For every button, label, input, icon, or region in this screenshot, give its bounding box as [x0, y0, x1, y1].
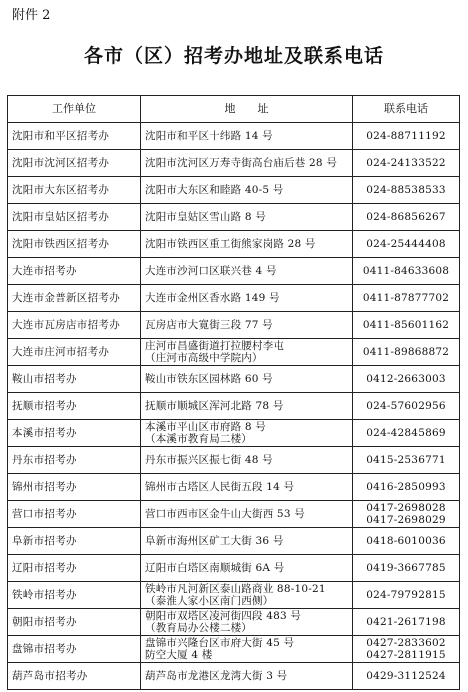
phone-cell [353, 339, 460, 366]
address-line: 沈阳市沈河区万寿寺街高台庙后巷 28 号 [145, 157, 338, 169]
table-row [8, 123, 460, 150]
phone-number: 024-25444408 [366, 238, 446, 250]
address-cell [141, 123, 353, 150]
address-line: 丹东市振兴区振七街 48 号 [145, 454, 273, 466]
phone-number: 024-79792815 [366, 589, 446, 601]
phone-cell [353, 663, 460, 690]
unit-cell: 盘锦市招考办 [8, 636, 141, 663]
address-cell [141, 528, 353, 555]
address-cell [141, 231, 353, 258]
address-line: （本溪市教育局二楼） [145, 433, 252, 445]
unit-cell: 鞍山市招考办 [8, 366, 141, 393]
address-cell [141, 339, 353, 366]
unit-cell: 大连市瓦房店市招考办 [8, 312, 141, 339]
table-row [8, 312, 460, 339]
phone-number: 024-57602956 [366, 400, 446, 412]
unit-cell: 阜新市招考办 [8, 528, 141, 555]
table-row [8, 366, 460, 393]
header-address: 地 址 [141, 96, 353, 123]
phone-cell [353, 393, 460, 420]
address-cell [141, 204, 353, 231]
address-cell [141, 366, 353, 393]
phone-cell [353, 366, 460, 393]
unit-cell: 沈阳市和平区招考办 [8, 123, 141, 150]
phone-cell [353, 528, 460, 555]
address-line: 庄河市昌盛街道打拉腰村李屯 [145, 340, 285, 352]
phone-number: 024-88538533 [366, 184, 446, 196]
phone-cell [353, 420, 460, 447]
phone-cell [353, 231, 460, 258]
header-unit: 工作单位 [8, 96, 141, 123]
phone-number: 0412-2663003 [366, 373, 446, 385]
address-cell [141, 555, 353, 582]
unit-cell: 锦州市招考办 [8, 474, 141, 501]
header-phone: 联系电话 [353, 96, 460, 123]
address-line: 抚顺市顺城区浑河北路 78 号 [145, 400, 284, 412]
phone-cell [353, 555, 460, 582]
table-header-row [8, 96, 460, 123]
unit-cell: 大连市招考办 [8, 258, 141, 285]
phone-number: 0411-89868872 [362, 346, 450, 358]
unit-cell: 本溪市招考办 [8, 420, 141, 447]
unit-cell: 丹东市招考办 [8, 447, 141, 474]
table-row [8, 393, 460, 420]
phone-number: 0421-2617198 [366, 616, 446, 628]
address-line: 本溪市平山区市府路 8 号 [145, 421, 266, 433]
table-row [8, 609, 460, 636]
table-row [8, 177, 460, 204]
phone-number: 0429-3112524 [366, 670, 446, 682]
address-line: （教育局办公楼二楼） [145, 622, 252, 634]
address-line: 沈阳市铁西区重工街熊家岗路 28 号 [145, 238, 316, 250]
address-cell [141, 582, 353, 609]
phone-number: 0427-2833602 [366, 637, 446, 649]
unit-cell: 营口市招考办 [8, 501, 141, 528]
address-line: 沈阳市和平区十纬路 14 号 [145, 130, 273, 142]
address-cell [141, 393, 353, 420]
address-line: 瓦房店市大寛街三段 77 号 [145, 319, 273, 331]
address-line: 葫芦岛市龙港区龙湾大街 3 号 [145, 670, 288, 682]
phone-number: 0417-2698029 [366, 514, 446, 526]
attachment-label: 附件 2 [12, 8, 51, 23]
address-cell [141, 258, 353, 285]
phone-cell [353, 447, 460, 474]
address-cell [141, 285, 353, 312]
unit-cell: 朝阳市招考办 [8, 609, 141, 636]
table-row [8, 474, 460, 501]
address-cell [141, 474, 353, 501]
contacts-table [7, 95, 460, 690]
table-row [8, 231, 460, 258]
address-line: 防空大厦 4 楼 [145, 649, 213, 661]
phone-cell [353, 582, 460, 609]
table-body [8, 123, 460, 690]
unit-cell: 抚顺市招考办 [8, 393, 141, 420]
phone-number: 0417-2698028 [366, 502, 446, 514]
address-line: 沈阳市皇姑区雪山路 8 号 [145, 211, 266, 223]
address-cell [141, 609, 353, 636]
unit-cell: 沈阳市沈河区招考办 [8, 150, 141, 177]
address-line: 铁岭市凡河新区泰山路商业 88-10-21 [145, 583, 326, 595]
unit-cell: 大连市庄河市招考办 [8, 339, 141, 366]
address-line: 朝阳市双塔区凌河街四段 483 号 [145, 610, 302, 622]
unit-cell: 辽阳市招考办 [8, 555, 141, 582]
page-title: 各市（区）招考办地址及联系电话 [83, 45, 384, 67]
table-row [8, 501, 460, 528]
phone-cell [353, 204, 460, 231]
address-line: 辽阳市白塔区南顺城街 6A 号 [145, 562, 285, 574]
phone-number: 0419-3667785 [366, 562, 446, 574]
unit-cell: 大连市金普新区招考办 [8, 285, 141, 312]
table-row [8, 555, 460, 582]
phone-number: 024-86856267 [366, 211, 446, 223]
phone-number: 0416-2850993 [366, 481, 446, 493]
table-row [8, 528, 460, 555]
address-cell [141, 636, 353, 663]
phone-number: 024-88711192 [366, 130, 446, 142]
phone-cell [353, 312, 460, 339]
table-row [8, 636, 460, 663]
table-row [8, 150, 460, 177]
phone-number: 024-42845869 [366, 427, 446, 439]
phone-number: 0415-2536771 [366, 454, 446, 466]
phone-cell [353, 123, 460, 150]
table-row [8, 258, 460, 285]
address-cell [141, 177, 353, 204]
table-row [8, 447, 460, 474]
phone-cell [353, 150, 460, 177]
phone-cell [353, 636, 460, 663]
unit-cell: 葫芦岛市招考办 [8, 663, 141, 690]
address-cell [141, 150, 353, 177]
phone-cell [353, 285, 460, 312]
address-cell [141, 663, 353, 690]
table-row [8, 285, 460, 312]
phone-number: 024-24133522 [366, 157, 446, 169]
address-line: 鞍山市铁东区园林路 60 号 [145, 373, 273, 385]
phone-cell [353, 474, 460, 501]
address-line: 沈阳市大东区和睦路 40-5 号 [145, 184, 284, 196]
phone-cell [353, 501, 460, 528]
address-line: （庄河市高级中学院内） [145, 352, 263, 364]
unit-cell: 沈阳市大东区招考办 [8, 177, 141, 204]
address-cell [141, 501, 353, 528]
table-row [8, 420, 460, 447]
address-line: 盘锦市兴隆台区市府大街 45 号 [145, 637, 295, 649]
phone-cell [353, 177, 460, 204]
table-row [8, 339, 460, 366]
phone-number: 0411-85601162 [362, 319, 450, 331]
phone-number: 0411-84633608 [362, 265, 450, 277]
phone-number: 0411-87877702 [362, 292, 450, 304]
table-row [8, 582, 460, 609]
unit-cell: 沈阳市皇姑区招考办 [8, 204, 141, 231]
unit-cell: 铁岭市招考办 [8, 582, 141, 609]
address-line: 锦州市古塔区人民街五段 14 号 [145, 481, 295, 493]
unit-cell: 沈阳市铁西区招考办 [8, 231, 141, 258]
address-cell [141, 312, 353, 339]
address-line: （泰淮人家小区南门西侧） [145, 595, 274, 607]
phone-number: 0427-2811915 [366, 649, 446, 661]
address-line: 大连市沙河口区联兴巷 4 号 [145, 265, 277, 277]
table-row [8, 204, 460, 231]
address-cell [141, 420, 353, 447]
address-line: 营口市西市区金牛山大街西 53 号 [145, 508, 305, 520]
address-line: 大连市金州区香水路 149 号 [145, 292, 280, 304]
address-cell [141, 447, 353, 474]
address-line: 阜新市海州区矿工大街 36 号 [145, 535, 284, 547]
phone-cell [353, 258, 460, 285]
table-row [8, 663, 460, 690]
phone-number: 0418-6010036 [366, 535, 446, 547]
phone-cell [353, 609, 460, 636]
